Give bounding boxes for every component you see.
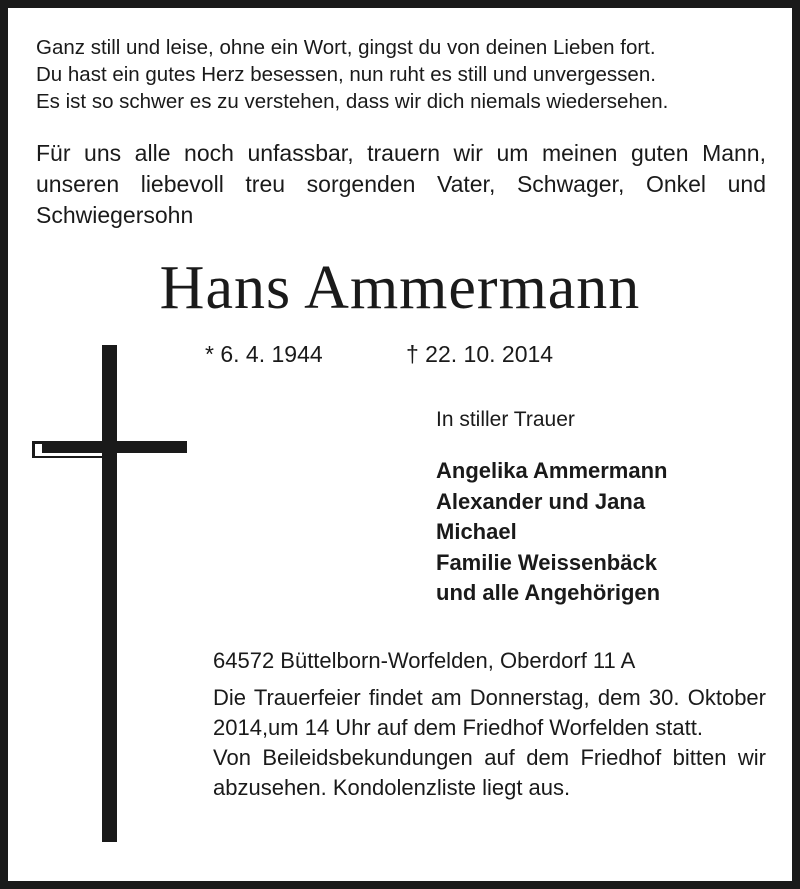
family-address: 64572 Büttelborn-Worfelden, Oberdorf 11 A — [213, 648, 636, 673]
poem-line: Du hast ein gutes Herz besessen, nun ruht es still und unvergessen. — [36, 63, 656, 86]
cross-icon — [32, 345, 192, 845]
funeral-ceremony-text: Die Trauerfeier findet am Donnerstag, dem 30. Oktober 2014,um 14 Uhr auf dem Friedhof Worfelden statt. — [213, 685, 766, 740]
poem-line: Es ist so schwer es zu verstehen, dass wir dich niemals wiedersehen. — [36, 90, 669, 113]
intro-text: Für uns alle noch unfassbar, trauern wir um meinen guten Mann, unseren liebevoll treu sorgenden Vater, Schwager, Onkel und Schwiegersohn — [36, 140, 766, 228]
mourners-list — [436, 456, 667, 609]
funeral-information — [213, 683, 766, 803]
mourner-name: Familie Weissenbäck — [436, 549, 657, 575]
mourner-name: Alexander und Jana — [436, 488, 646, 514]
mourner-name: und alle Angehörigen — [436, 580, 661, 605]
condolences-text: Von Beileidsbekundungen auf dem Friedhof bitten wir abzusehen. Kondolenzliste liegt aus. — [213, 745, 766, 800]
mourner-name: Angelika Ammermann — [436, 458, 668, 483]
mourner-name: Michael — [436, 519, 517, 544]
birth-date: * 6. 4. 1944 — [205, 341, 323, 367]
death-date: † 22. 10. 2014 — [406, 341, 554, 367]
mourning-heading: In stiller Trauer — [436, 408, 575, 431]
poem-line: Ganz still und leise, ohne ein Wort, gingst du von deinen Lieben fort. — [36, 36, 656, 59]
memorial-poem — [36, 34, 766, 115]
deceased-name: Hans Ammermann — [159, 254, 641, 322]
